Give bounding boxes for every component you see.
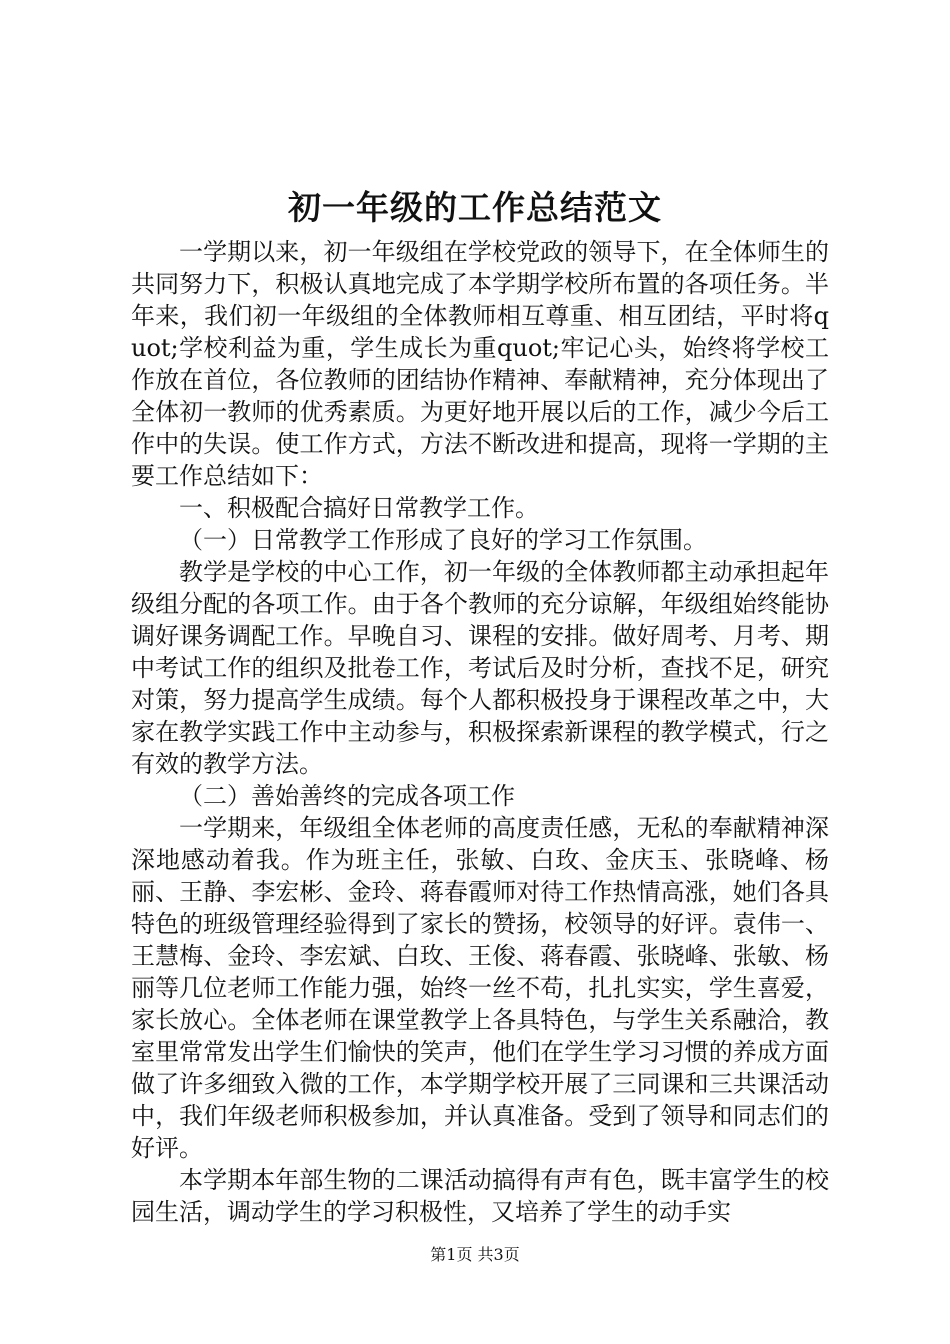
document-body — [131, 236, 829, 1228]
section-heading-1: 一、积极配合搞好日常教学工作。 — [179, 494, 539, 522]
page-footer: 第1页 共3页 — [430, 1245, 520, 1264]
paragraph-teachers: 一学期来，年级组全体老师的高度责任感，无私的奉献精神深深地感动着我。作为班主任，张敏、白玫、金庆玉、张晓峰、杨丽、王静、李宏彬、金玲、蒋春霞师对待工作热情高涨，她们各具特色的班级管理经验得到了家长的赞扬，校领导的好评。袁伟一、王慧梅、金玲、李宏斌、白玫、王俊、蒋春霞、张晓峰、张敏、杨丽等几位老师工作能力强，始终一丝不苟，扎扎实实，学生喜爱，家长放心。全体老师在课堂教学上各具特色，与学生关系融洽，教室里常常发出学生们愉快的笑声，他们在学生学习习惯的养成方面做了许多细致入微的工作，本学期学校开展了三同课和三共课活动中，我们年级老师积极参加，并认真准备。受到了领导和同志们的好评。 — [131, 814, 829, 1162]
paragraph-activities: 本学期本年部生物的二课活动搞得有声有色，既丰富学生的校园生活，调动学生的学习积极性，又培养了学生的动手实 — [131, 1166, 829, 1226]
paragraph-intro: 一学期以来，初一年级组在学校党政的领导下，在全体师生的共同努力下，积极认真地完成了本学期学校所布置的各项任务。半年来，我们初一年级组的全体教师相互尊重、相互团结，平时将quot;学校利益为重，学生成长为重quot;牢记心头，始终将学校工作放在首位，各位教师的团结协作精神、奉献精神，充分体现出了全体初一教师的优秀素质。为更好地开展以后的工作，减少今后工作中的失误。使工作方式，方法不断改进和提高，现将一学期的主要工作总结如下： — [131, 238, 829, 490]
subsection-heading-2: （二）善始善终的完成各项工作 — [179, 782, 515, 810]
paragraph-teaching: 教学是学校的中心工作，初一年级的全体教师都主动承担起年级组分配的各项工作。由于各个教师的充分谅解，年级组始终能协调好课务调配工作。早晚自习、课程的安排。做好周考、月考、期中考试工作的组织及批卷工作，考试后及时分析，查找不足，研究对策，努力提高学生成绩。每个人都积极投身于课程改革之中，大家在教学实践工作中主动参与，积极探索新课程的教学模式，行之有效的教学方法。 — [131, 558, 829, 778]
subsection-heading-1: （一）日常教学工作形成了良好的学习工作氛围。 — [179, 526, 707, 554]
document-title: 初一年级的工作总结范文 — [288, 188, 662, 227]
